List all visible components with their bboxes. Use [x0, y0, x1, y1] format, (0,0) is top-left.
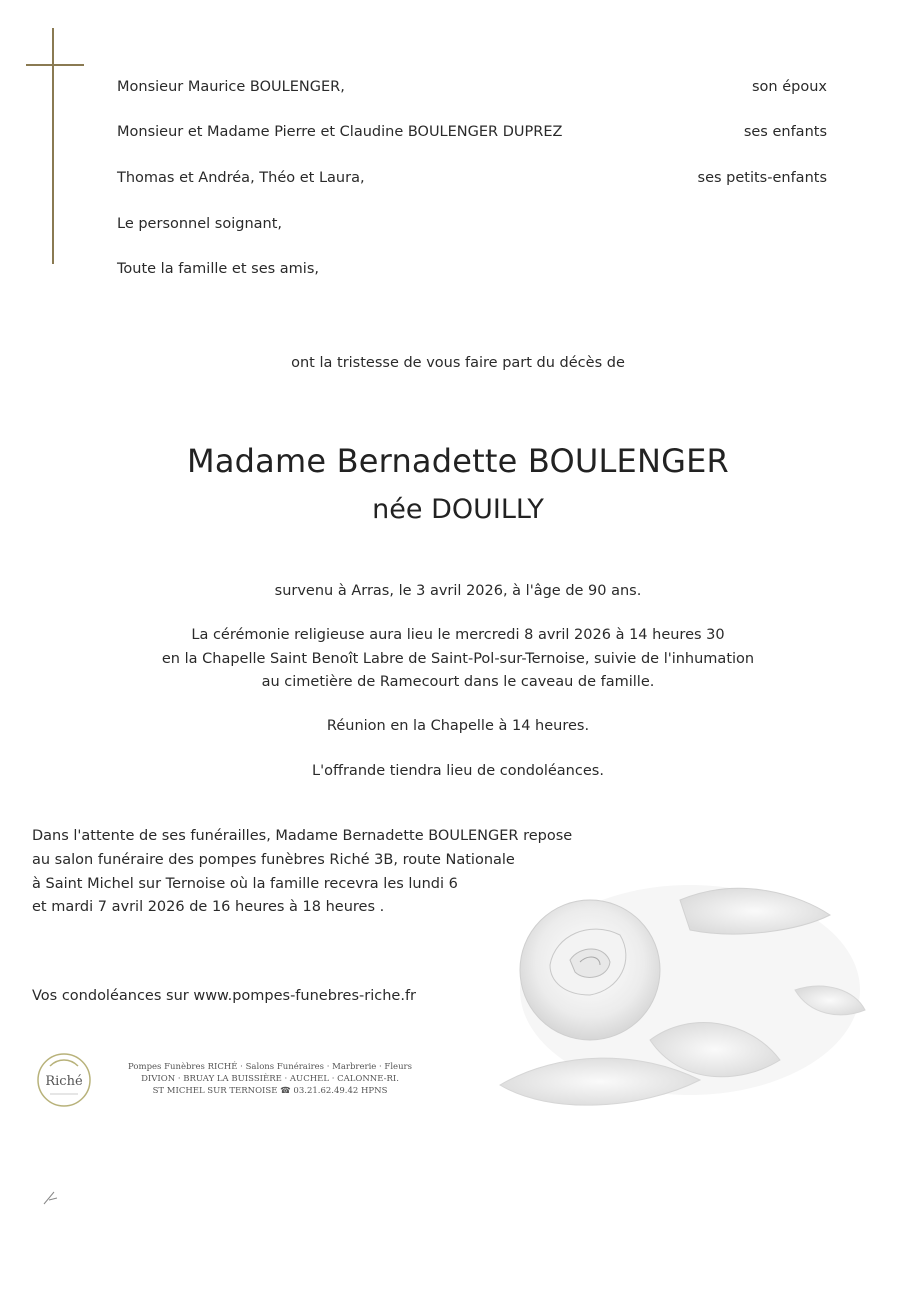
- family-name: Thomas et Andréa, Théo et Laura,: [117, 170, 365, 186]
- family-row: [117, 79, 827, 101]
- footer-line: Pompes Funèbres RICHÉ · Salons Funéraires · Marbrerie · Fleurs: [128, 1062, 412, 1072]
- repose-line: Dans l'attente de ses funérailles, Madame Bernadette BOULENGER repose: [32, 828, 573, 844]
- repose-line: à Saint Michel sur Ternoise où la famille recevra les lundi 6: [32, 876, 458, 892]
- family-relation: ses petits-enfants: [697, 170, 827, 186]
- family-row: [117, 124, 827, 146]
- ceremony-line: au cimetière de Ramecourt dans le caveau de famille.: [261, 674, 655, 690]
- repose-line: au salon funéraire des pompes funèbres Riché 3B, route Nationale: [32, 852, 515, 868]
- deceased-name: Madame Bernadette BOULENGER: [187, 442, 729, 480]
- deceased-maiden-name: née DOUILLY: [372, 494, 544, 525]
- footer-line: ST MICHEL SUR TERNOISE ☎ 03.21.62.49.42 HPNS: [152, 1086, 388, 1096]
- ceremony-line: en la Chapelle Saint Benoît Labre de Saint-Pol-sur-Ternoise, suivie de l'inhumation: [161, 651, 755, 667]
- family-relation: ses enfants: [743, 124, 827, 140]
- rose-illustration: [440, 870, 870, 1120]
- family-name: Le personnel soignant,: [117, 216, 283, 232]
- death-details: survenu à Arras, le 3 avril 2026, à l'âge de 90 ans.: [274, 583, 642, 599]
- logo-text: Riché: [45, 1074, 83, 1089]
- offering-info: L'offrande tiendra lieu de condoléances.: [312, 763, 604, 779]
- repose-line: et mardi 7 avril 2026 de 16 heures à 18 heures .: [32, 899, 385, 915]
- condolences-website: Vos condoléances sur www.pompes-funebres-riche.fr: [32, 988, 417, 1004]
- cross-horizontal: [26, 64, 84, 66]
- announcement-intro: ont la tristesse de vous faire part du décès de: [291, 355, 625, 371]
- riche-logo: [36, 1052, 92, 1108]
- stray-mark: [40, 1186, 62, 1208]
- footer-line: DIVION · BRUAY LA BUISSIÈRE · AUCHEL · CALONNE-RI.: [141, 1074, 399, 1084]
- family-row: [117, 216, 827, 238]
- ceremony-line: La cérémonie religieuse aura lieu le mercredi 8 avril 2026 à 14 heures 30: [191, 627, 725, 643]
- family-relation: son époux: [752, 79, 827, 95]
- family-row: [117, 261, 827, 283]
- family-name: Monsieur Maurice BOULENGER,: [117, 79, 345, 95]
- family-name: Monsieur et Madame Pierre et Claudine BOULENGER DUPREZ: [117, 124, 563, 140]
- family-name: Toute la famille et ses amis,: [117, 261, 319, 277]
- family-row: [117, 170, 827, 192]
- meeting-info: Réunion en la Chapelle à 14 heures.: [326, 718, 590, 734]
